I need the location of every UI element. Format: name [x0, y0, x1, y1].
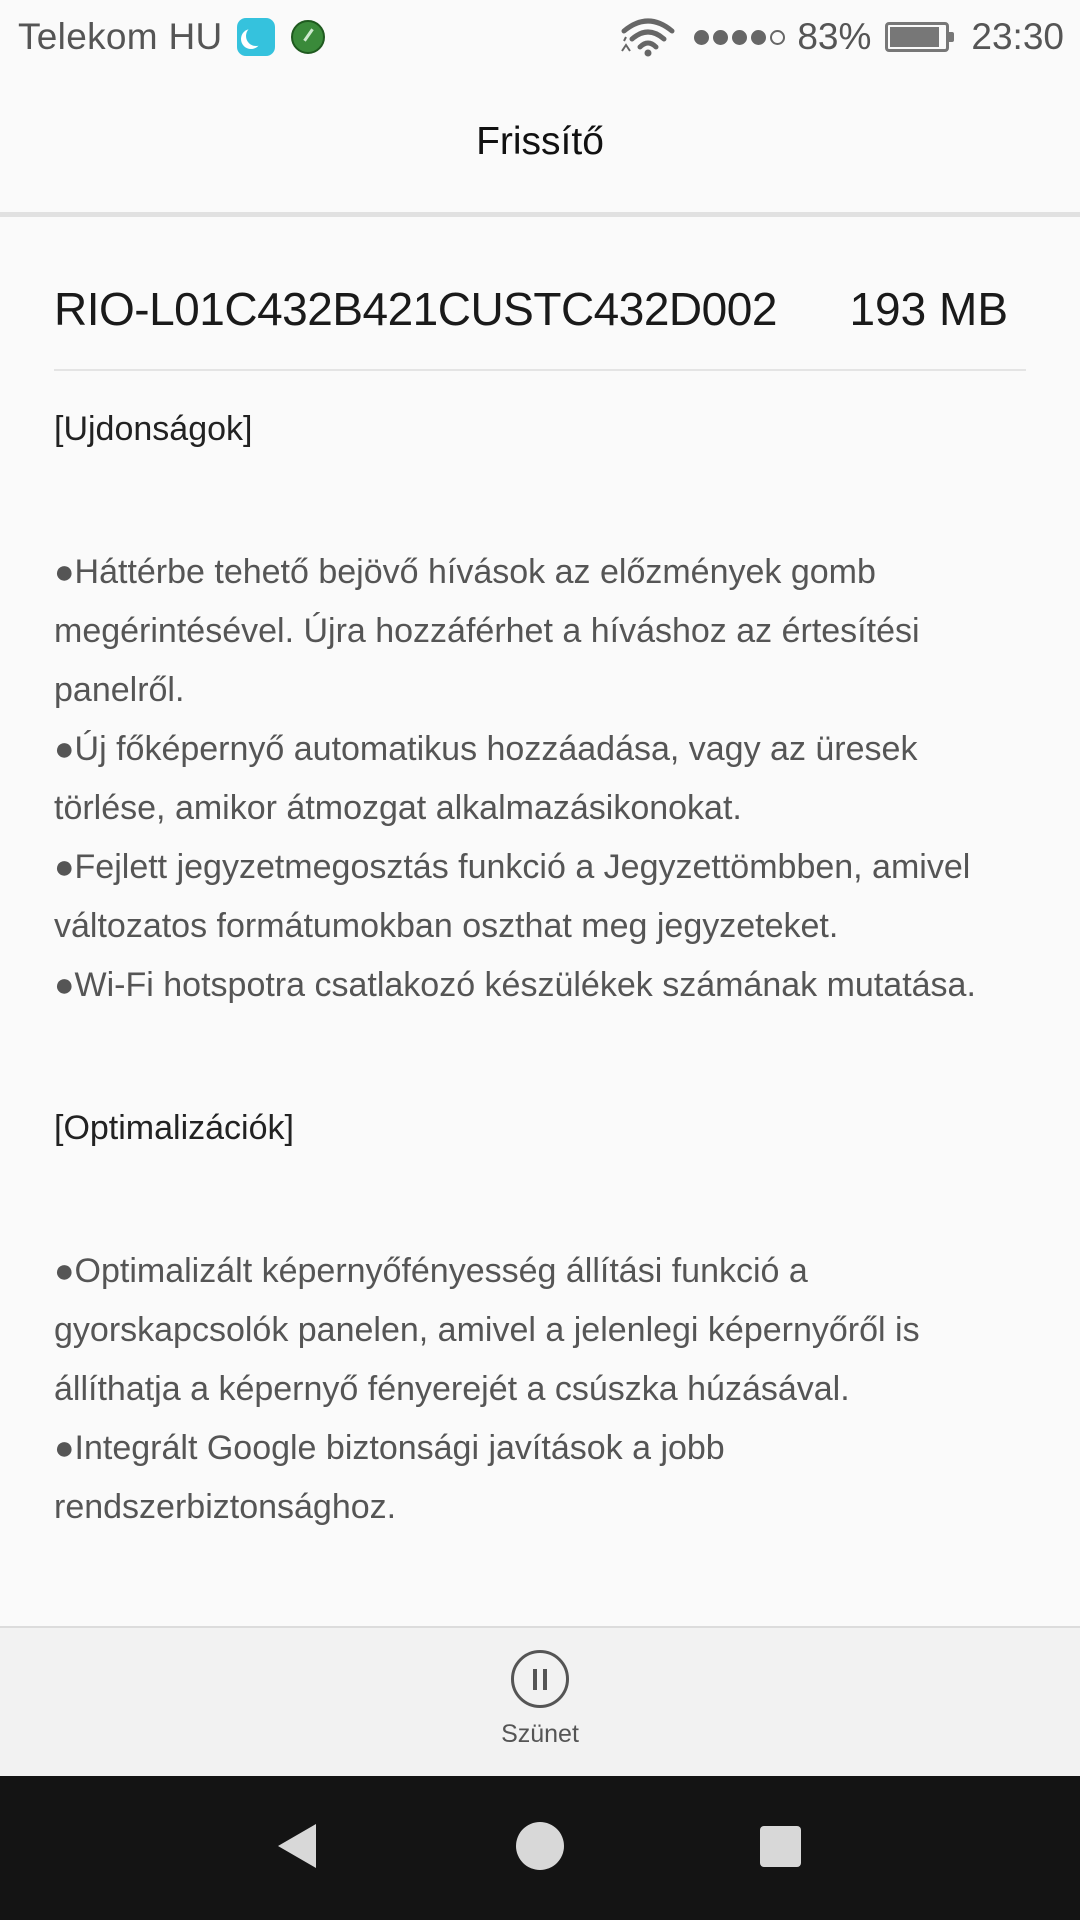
signal-dot [751, 30, 766, 45]
package-name: RIO-L01C432B421CUSTC432D002 [54, 283, 777, 335]
wifi-icon [620, 17, 676, 57]
signal-dot [694, 30, 709, 45]
status-bar-right [620, 0, 1064, 74]
changelog-line: törlése, amikor átmozgat alkalmazásikonokat. [54, 789, 742, 827]
changelog-line: gyorskapcsolók panelen, amivel a jelenlegi képernyőről is [54, 1311, 920, 1349]
changelog-line: ●Wi-Fi hotspotra csatlakozó készülékek számának mutatása. [54, 966, 976, 1004]
changelog-line: állíthatja a képernyő fényerejét a csúszka húzásával. [54, 1370, 850, 1408]
changelog-line: rendszerbiztonsághoz. [54, 1488, 397, 1526]
signal-dot-empty [770, 30, 785, 45]
changelog-line: ●Háttérbe tehető bejövő hívások az előzmények gomb [54, 553, 876, 591]
home-icon[interactable] [516, 1822, 564, 1870]
new-features-heading: [Ujdonságok] [54, 410, 253, 448]
spacer [54, 1158, 1044, 1242]
header-divider [0, 212, 1080, 217]
status-bar [0, 0, 1080, 74]
package-info [54, 270, 1026, 370]
signal-dot [713, 30, 728, 45]
recent-apps-icon[interactable] [760, 1826, 801, 1867]
battery-percent: 83% [797, 16, 872, 57]
signal-icon [694, 30, 785, 45]
changelog-line: ●Integrált Google biztonsági javítások a jobb [54, 1429, 725, 1467]
pause-label: Szünet [501, 1720, 579, 1748]
optimizations-list [54, 1242, 1044, 1537]
changelog-line: ●Fejlett jegyzetmegosztás funkció a Jegyzettömbben, amivel [54, 848, 971, 886]
spacer [54, 1015, 1044, 1099]
clock: 23:30 [971, 16, 1064, 57]
changelog-line: változatos formátumokban oszthat meg jegyzeteket. [54, 907, 839, 945]
carrier-name: Telekom HU [18, 16, 223, 57]
package-divider [54, 369, 1026, 371]
changelog-line: megérintésével. Újra hozzáférhet a híváshoz az értesítési [54, 612, 920, 650]
new-features-list [54, 543, 1044, 1015]
spacer [54, 459, 1044, 543]
changelog [54, 400, 1044, 1537]
app-header [0, 74, 1080, 212]
navigation-bar [0, 1776, 1080, 1920]
changelog-line: panelről. [54, 671, 185, 709]
page-title: Frissítő [476, 120, 604, 163]
signal-dot [732, 30, 747, 45]
back-icon[interactable] [278, 1824, 316, 1868]
action-bar [0, 1626, 1080, 1776]
green-app-icon [291, 20, 325, 54]
pause-icon [511, 1650, 569, 1708]
optimizations-heading: [Optimalizációk] [54, 1109, 294, 1147]
changelog-line: ●Új főképernyő automatikus hozzáadása, vagy az üresek [54, 730, 918, 768]
changelog-line: ●Optimalizált képernyőfényesség állítási funkció a [54, 1252, 808, 1290]
status-bar-left [18, 0, 325, 74]
package-size: 193 MB [849, 283, 1008, 335]
battery-fill [890, 27, 938, 47]
pause-button[interactable] [490, 1650, 590, 1770]
battery-icon [885, 22, 949, 52]
moon-app-icon [237, 18, 275, 56]
